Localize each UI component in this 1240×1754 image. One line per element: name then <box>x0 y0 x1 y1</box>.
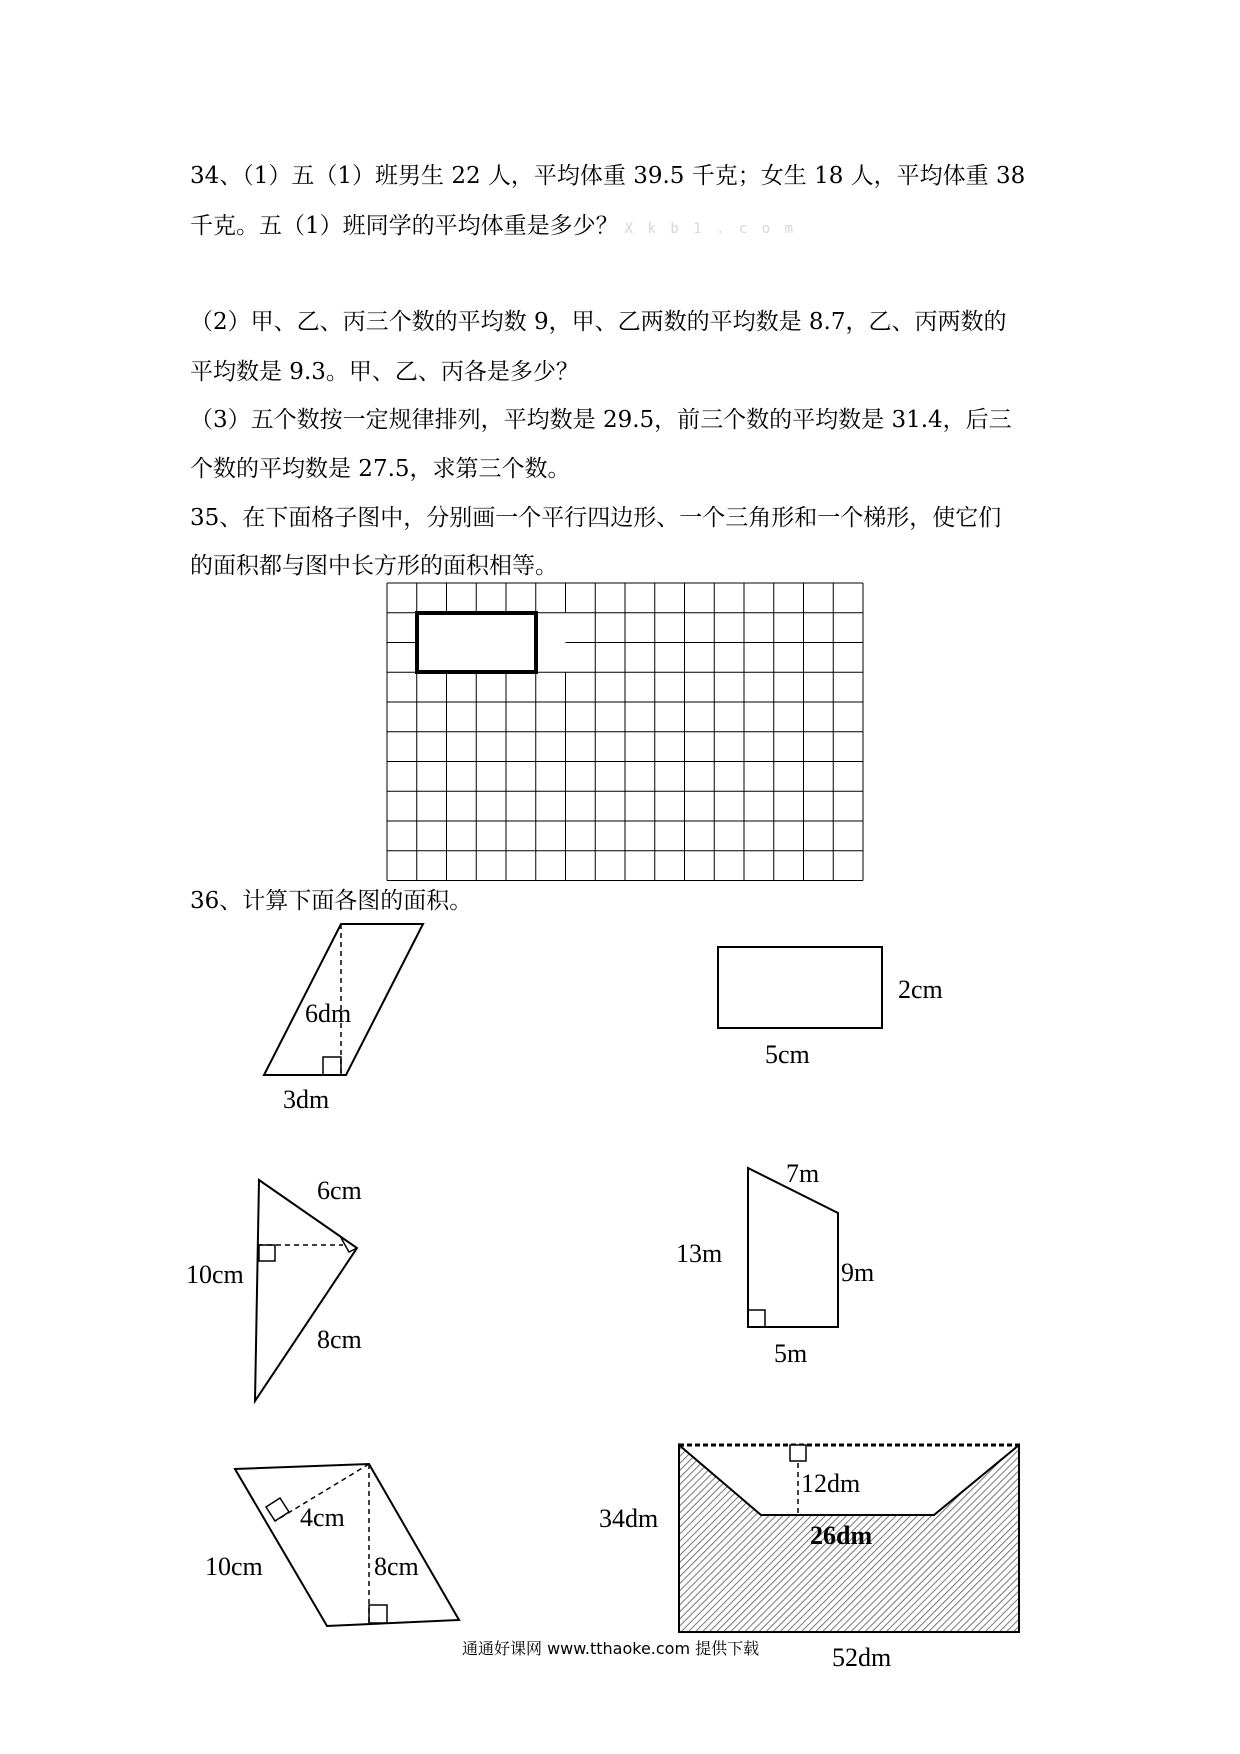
q35-line1: 35、在下面格子图中，分别画一个平行四边形、一个三角形和一个梯形，使它们 <box>190 505 1002 531</box>
label-26dm: 26dm <box>810 1521 873 1550</box>
trapezoid-figure <box>676 1159 874 1368</box>
label-12dm: 12dm <box>801 1469 861 1498</box>
label-8cm-b: 8cm <box>374 1552 419 1581</box>
label-4cm: 4cm <box>300 1503 345 1532</box>
label-6dm: 6dm <box>305 999 352 1028</box>
q34-3-line2: 个数的平均数是 27.5，求第三个数。 <box>190 456 571 482</box>
parallelogram-2-shape <box>235 1464 459 1626</box>
q35-line2: 的面积都与图中长方形的面积相等。 <box>190 553 558 579</box>
parallelogram-figure-1 <box>264 924 423 1114</box>
rectangle-shape <box>718 947 882 1028</box>
q34-2-line1: （2）甲、乙、丙三个数的平均数 9，甲、乙两数的平均数是 8.7，乙、丙两数的 <box>190 309 1007 335</box>
label-10cm: 10cm <box>186 1260 244 1289</box>
label-5m: 5m <box>774 1339 808 1368</box>
trapezoid-shape <box>748 1168 838 1327</box>
q36-title: 36、计算下面各图的面积。 <box>190 888 473 914</box>
label-2cm: 2cm <box>898 975 943 1004</box>
label-6cm: 6cm <box>317 1176 362 1205</box>
label-5cm: 5cm <box>765 1040 810 1069</box>
label-9m: 9m <box>841 1258 875 1287</box>
right-angle-mark <box>259 1245 275 1261</box>
q34-2-line2: 平均数是 9.3。甲、乙、丙各是多少？ <box>190 359 579 385</box>
watermark-text: X k b 1 . c o m <box>624 221 797 237</box>
label-7m: 7m <box>786 1159 820 1188</box>
parallelogram-figure-2 <box>205 1464 459 1626</box>
right-angle-mark <box>748 1310 765 1327</box>
right-angle-mark <box>323 1057 341 1075</box>
footer-credit: 通通好课网 www.tthaoke.com 提供下载 <box>462 1639 760 1658</box>
right-angle-mark <box>790 1445 806 1461</box>
label-13m: 13m <box>676 1239 723 1268</box>
q34-1-line2: 千克。五（1）班同学的平均体重是多少？ X k b 1 . c o m <box>190 213 797 239</box>
label-52dm: 52dm <box>832 1643 892 1672</box>
q34-3-line1: （3）五个数按一定规律排列，平均数是 29.5，前三个数的平均数是 31.4，后三 <box>190 407 1012 433</box>
right-angle-mark <box>266 1498 289 1521</box>
label-3dm: 3dm <box>283 1085 330 1114</box>
rectangle-figure <box>718 947 943 1069</box>
label-8cm: 8cm <box>317 1325 362 1354</box>
q34-1-line1: 34、（1）五（1）班男生 22 人，平均体重 39.5 千克；女生 18 人，平均体重 38 <box>190 163 1026 189</box>
triangle-figure <box>186 1176 362 1401</box>
right-angle-mark <box>369 1605 387 1623</box>
label-34dm: 34dm <box>599 1504 659 1533</box>
triangle-shape <box>255 1180 357 1401</box>
label-10cm-b: 10cm <box>205 1552 263 1581</box>
